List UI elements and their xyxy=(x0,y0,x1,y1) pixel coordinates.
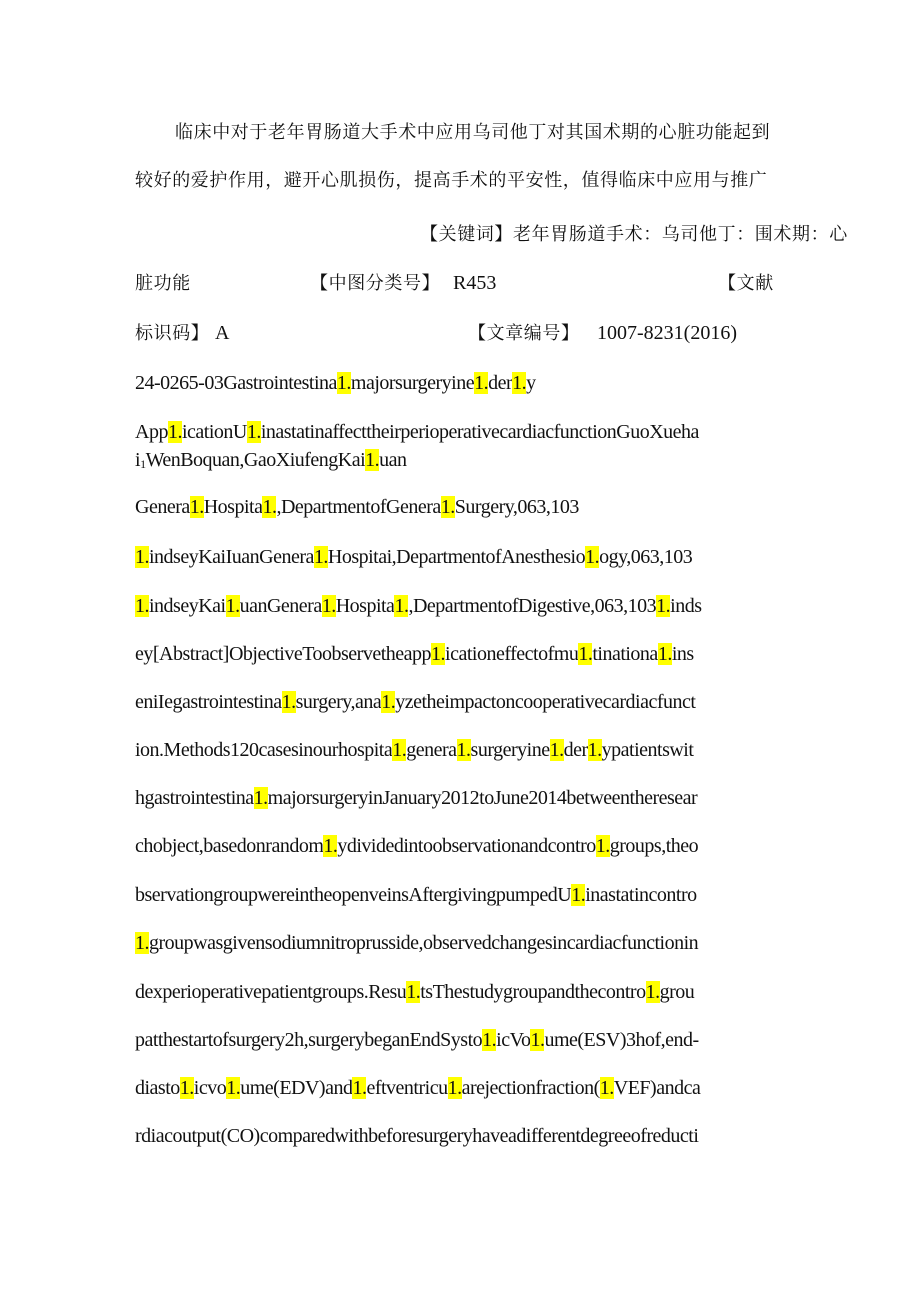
text-segment: inastatinaffecttheirperioperativecardiacfunctionGuoXueha xyxy=(260,421,699,443)
text-segment: diasto xyxy=(135,1077,180,1099)
highlighted-text: 1. xyxy=(657,643,672,665)
highlighted-text: 1. xyxy=(189,496,204,518)
highlighted-text: 1. xyxy=(440,496,455,518)
highlighted-text: 1. xyxy=(394,595,409,617)
highlighted-text: 1. xyxy=(549,739,564,761)
text-segment: grou xyxy=(659,981,695,1003)
english-line xyxy=(135,1075,700,1101)
text-segment: Hospitai,DepartmentofAnesthesio xyxy=(327,546,586,568)
article-number-value: 1007-8231(2016) xyxy=(597,322,737,344)
highlighted-text: 1. xyxy=(179,1077,194,1099)
text-segment: eftventricu xyxy=(366,1077,448,1099)
text-segment: groupwasgivensodiumnitroprusside,observedchangesincardiacfunctionin xyxy=(149,932,699,954)
doc-code-value: A xyxy=(215,322,230,344)
english-line xyxy=(135,979,694,1005)
text-segment: ypatientswit xyxy=(601,739,694,761)
text-segment: ume(EDV)and xyxy=(240,1077,353,1099)
highlighted-text: 1. xyxy=(336,372,351,394)
highlighted-text: 1. xyxy=(599,1077,614,1099)
english-line xyxy=(135,1027,699,1053)
text-segment: ydividedintoobservationandcontro xyxy=(337,835,596,857)
highlighted-text: 1. xyxy=(595,835,610,857)
english-line xyxy=(135,370,536,396)
text-segment: Hospita xyxy=(335,595,395,617)
highlighted-text: 1. xyxy=(225,595,240,617)
text-segment: VEF)andca xyxy=(613,1077,701,1099)
text-segment: groups,theo xyxy=(609,835,699,857)
highlighted-text: 1. xyxy=(406,981,421,1003)
highlighted-text: 1. xyxy=(456,739,471,761)
text-segment: yzetheimpactoncooperativecardiacfunct xyxy=(395,691,696,713)
text-segment: patthestartofsurgery2h,surgerybeganEndSysto xyxy=(135,1029,483,1051)
english-line xyxy=(135,544,692,570)
text-segment: ins xyxy=(671,643,694,665)
highlighted-text: 1. xyxy=(392,739,407,761)
text-segment: Hospita xyxy=(203,496,263,518)
highlighted-text: 1. xyxy=(321,595,336,617)
text-segment: ,DepartmentofGenera xyxy=(276,496,441,518)
english-line xyxy=(135,593,702,619)
text-segment: majorsurgeryine xyxy=(350,372,475,394)
classification-line xyxy=(135,270,785,296)
english-line xyxy=(135,641,694,667)
highlighted-text: 1. xyxy=(530,1029,545,1051)
highlighted-text: 1. xyxy=(167,421,182,443)
highlighted-text: 1. xyxy=(381,691,396,713)
english-line xyxy=(135,882,697,908)
subscript-text: 1 xyxy=(140,457,146,471)
text-segment: rdiacoutput(CO)comparedwithbeforesurgeryhaveadifferentdegreeofreducti xyxy=(135,1125,699,1147)
english-line xyxy=(135,419,699,445)
doc-code-label-part1: 【文献 xyxy=(718,273,774,293)
english-line xyxy=(135,1123,698,1149)
text-segment: Genera xyxy=(135,496,190,518)
text-segment: genera xyxy=(406,739,457,761)
text-segment: chobject,basedonrandom xyxy=(135,835,324,857)
text-segment: uanGenera xyxy=(239,595,322,617)
text-segment: der xyxy=(488,372,513,394)
text-segment: hgastrointestina xyxy=(135,787,254,809)
text-segment: der xyxy=(563,739,588,761)
text-segment: tsThestudygroupandthecontro xyxy=(420,981,646,1003)
text-segment: majorsurgeryinJanuary2012toJune2014betweentheresear xyxy=(267,787,698,809)
article-number-label: 【文章编号】 xyxy=(468,323,580,343)
highlighted-text: 1. xyxy=(447,1077,462,1099)
article-number-line xyxy=(135,320,785,346)
abstract-cn-line-2: 较好的爱护作用，避开心肌损伤，提高手术的平安性，值得临床中应用与推广 xyxy=(135,170,768,190)
text-segment: ume(ESV)3hof,end- xyxy=(544,1029,699,1051)
classification-label: 【中图分类号】 xyxy=(310,273,441,293)
highlighted-text: 1. xyxy=(262,496,277,518)
text-segment: ogy,063,103 xyxy=(599,546,693,568)
text-segment: indseyKaiIuanGenera xyxy=(149,546,314,568)
text-segment: icvo xyxy=(193,1077,227,1099)
english-line xyxy=(135,737,693,763)
abstract-cn-line-1: 临床中对于老年胃肠道大手术中应用乌司他丁对其国术期的心脏功能起到 xyxy=(175,122,771,142)
text-segment: icationU xyxy=(181,421,247,443)
text-segment: ,DepartmentofDigestive,063,103 xyxy=(408,595,657,617)
english-line xyxy=(135,785,697,811)
highlighted-text: 1. xyxy=(313,546,328,568)
highlighted-text: 1. xyxy=(226,1077,241,1099)
text-segment: i xyxy=(135,449,141,471)
highlighted-text: 1. xyxy=(135,546,149,568)
text-segment: dexperioperativepatientgroups.Resu xyxy=(135,981,407,1003)
text-segment: WenBoquan,GaoXiufengKai xyxy=(145,449,366,471)
highlighted-text: 1. xyxy=(512,372,527,394)
highlighted-text: 1. xyxy=(578,643,593,665)
text-segment: surgeryine xyxy=(470,739,550,761)
classification-value: R453 xyxy=(453,272,497,294)
highlighted-text: 1. xyxy=(645,981,660,1003)
text-segment: icVo xyxy=(496,1029,531,1051)
text-segment: icationeffectofmu xyxy=(445,643,579,665)
text-segment: y xyxy=(526,372,536,394)
highlighted-text: 1. xyxy=(365,449,380,471)
text-segment: uan xyxy=(379,449,407,471)
english-line xyxy=(135,930,698,956)
text-segment: tinationa xyxy=(592,643,658,665)
highlighted-text: 1. xyxy=(656,595,671,617)
text-segment: bservationgroupwereintheopenveinsAftergivingpumpedU xyxy=(135,884,572,906)
text-segment: ey[Abstract]ObjectiveToobservetheapp xyxy=(135,643,432,665)
text-segment: eniIegastrointestina xyxy=(135,691,282,713)
keywords-text: 老年胃肠道手术：乌司他丁：围术期：心 xyxy=(513,224,848,244)
highlighted-text: 1. xyxy=(352,1077,367,1099)
highlighted-text: 1. xyxy=(474,372,489,394)
highlighted-text: 1. xyxy=(587,739,602,761)
text-segment: surgery,ana xyxy=(295,691,382,713)
text-segment: inastatincontro xyxy=(585,884,697,906)
text-segment: App xyxy=(135,421,168,443)
highlighted-text: 1. xyxy=(246,421,261,443)
text-segment: 24-0265-03Gastrointestina xyxy=(135,372,337,394)
text-segment: ion.Methods120casesinourhospita xyxy=(135,739,393,761)
text-segment: Surgery,063,103 xyxy=(454,496,579,518)
highlighted-text: 1. xyxy=(323,835,338,857)
english-line xyxy=(135,447,407,477)
english-line xyxy=(135,689,695,715)
text-segment: indseyKai xyxy=(149,595,226,617)
text-segment: arejectionfraction( xyxy=(461,1077,600,1099)
highlighted-text: 1. xyxy=(482,1029,497,1051)
highlighted-text: 1. xyxy=(135,595,149,617)
english-line xyxy=(135,494,579,520)
highlighted-text: 1. xyxy=(135,932,149,954)
doc-code-label-part2: 标识码】 xyxy=(135,323,210,343)
english-line xyxy=(135,833,698,859)
text-segment: inds xyxy=(670,595,702,617)
highlighted-text: 1. xyxy=(281,691,296,713)
highlighted-text: 1. xyxy=(571,884,586,906)
highlighted-text: 1. xyxy=(253,787,268,809)
highlighted-text: 1. xyxy=(585,546,600,568)
keywords-line xyxy=(420,221,848,247)
highlighted-text: 1. xyxy=(431,643,446,665)
keywords-label: 【关键词】 xyxy=(420,224,513,244)
keywords-text-continued: 脏功能 xyxy=(135,273,191,293)
